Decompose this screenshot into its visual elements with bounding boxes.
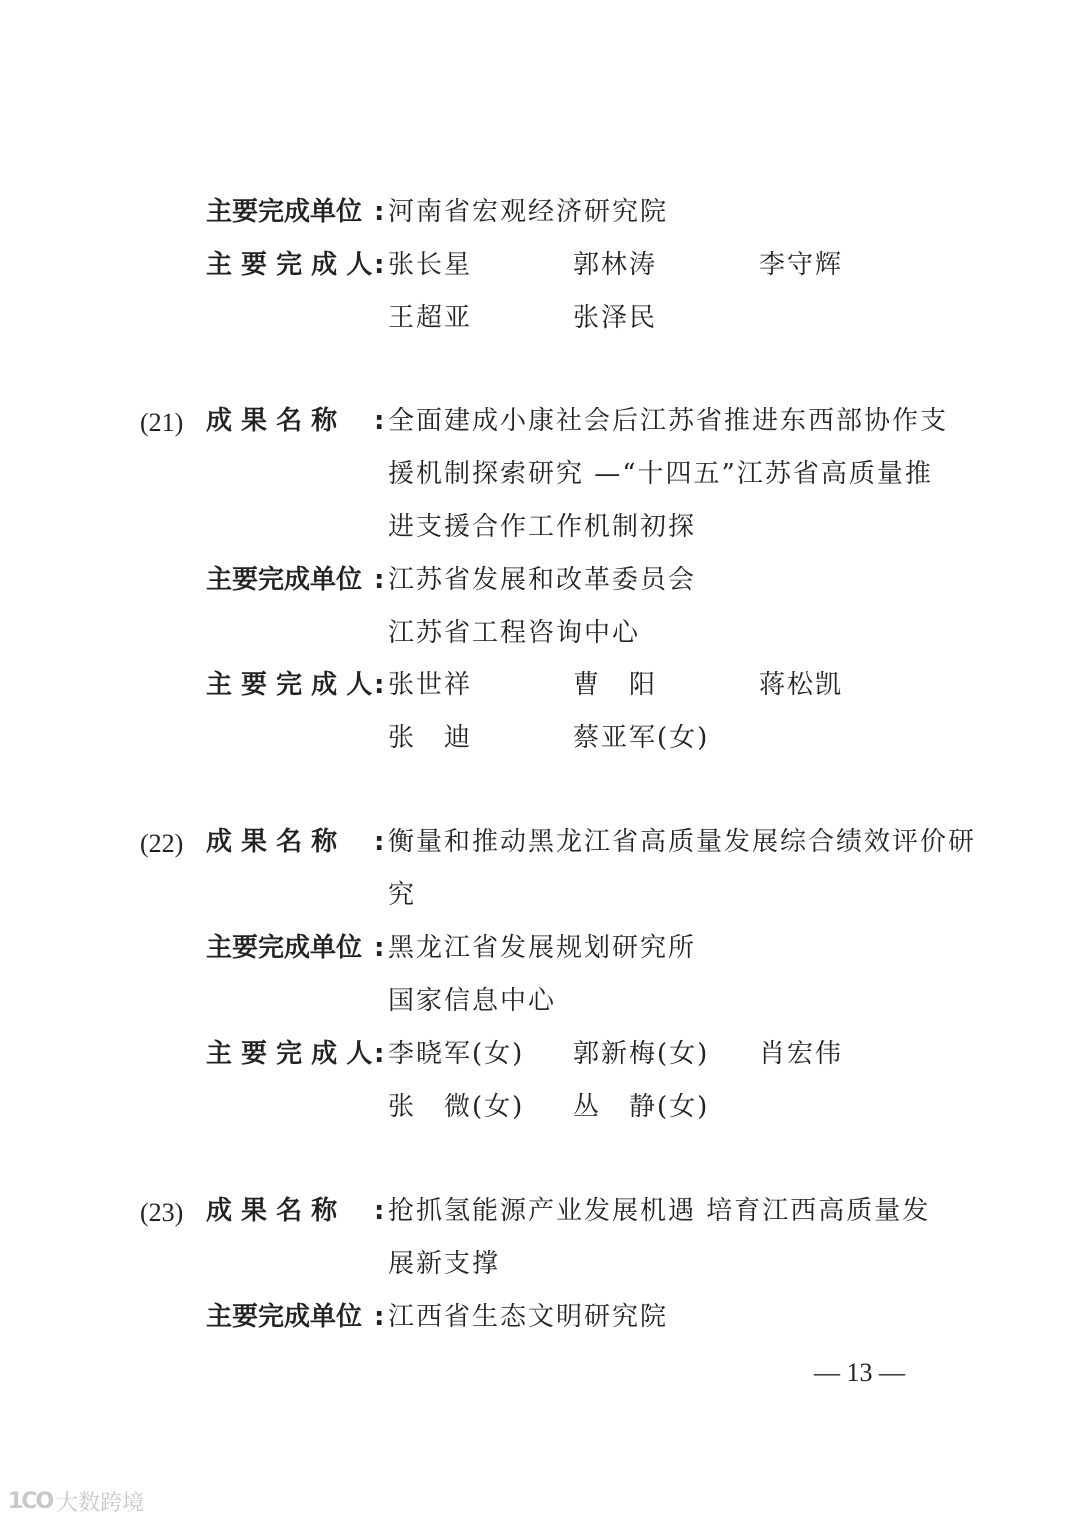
colon: : [374, 933, 385, 963]
person-name: 张世祥 [388, 670, 473, 700]
unit-value: 江苏省发展和改革委员会 [388, 565, 697, 595]
watermark-text: 大数跨境 [56, 1491, 145, 1516]
unit-value: 江苏省工程咨询中心 [388, 618, 641, 648]
item-number: (23) [140, 1198, 184, 1227]
unit-label: 主要完成单位 [206, 1302, 363, 1332]
unit-label: 主要完成单位 [206, 197, 363, 227]
colon: : [374, 197, 385, 227]
person-name: 蒋松凯 [759, 670, 844, 700]
name-value-line: 衡量和推动黑龙江省高质量发展综合绩效评价研 [388, 827, 977, 857]
person-label: 主 要 完 成 人 [206, 1039, 373, 1069]
person-name: 张 迪 [388, 723, 473, 753]
name-value-line: 抢抓氢能源产业发展机遇 培育江西高质量发 [388, 1196, 931, 1226]
unit-value: 国家信息中心 [388, 986, 557, 1016]
colon: : [374, 1039, 385, 1069]
unit-value: 黑龙江省发展规划研究所 [388, 933, 697, 963]
name-label: 成 果 名 称 [206, 827, 338, 857]
colon: : [374, 565, 385, 595]
person-name: 郭林涛 [573, 250, 658, 280]
person-name: 丛 静(女) [573, 1092, 710, 1122]
name-value-line: 展新支撑 [388, 1249, 501, 1279]
unit-value: 河南省宏观经济研究院 [388, 197, 669, 227]
unit-label: 主要完成单位 [206, 565, 363, 595]
name-value-line: 全面建成小康社会后江苏省推进东西部协作支 [388, 406, 949, 436]
watermark-logo-icon: 1CO [8, 1489, 53, 1514]
name-value-line: 援机制探索研究 —“十四五”江苏省高质量推 [388, 459, 933, 489]
person-name: 肖宏伟 [759, 1039, 844, 1069]
person-name: 郭新梅(女) [573, 1039, 710, 1069]
item-number: (21) [140, 408, 184, 437]
name-value-line: 究 [388, 880, 417, 910]
colon: : [374, 670, 385, 700]
person-name: 李晓军(女) [388, 1039, 525, 1069]
person-name: 李守辉 [759, 250, 844, 280]
name-value-line: 进支援合作工作机制初探 [388, 512, 697, 542]
unit-value: 江西省生态文明研究院 [388, 1302, 669, 1332]
person-name: 张泽民 [573, 303, 658, 333]
unit-label: 主要完成单位 [206, 933, 363, 963]
person-name: 王超亚 [388, 303, 473, 333]
name-label: 成 果 名 称 [206, 1196, 338, 1226]
person-name: 蔡亚军(女) [573, 723, 710, 753]
colon: : [374, 250, 385, 280]
person-name: 张长星 [388, 250, 473, 280]
page-number: — 13 — [814, 1358, 905, 1387]
person-label: 主 要 完 成 人 [206, 670, 373, 700]
watermark [8, 1486, 144, 1517]
person-label: 主 要 完 成 人 [206, 250, 373, 280]
item-number: (22) [140, 829, 184, 858]
colon: : [374, 1196, 385, 1226]
person-name: 曹 阳 [573, 670, 658, 700]
name-label: 成 果 名 称 [206, 406, 338, 436]
person-name: 张 微(女) [388, 1092, 525, 1122]
colon: : [374, 406, 385, 436]
colon: : [374, 827, 385, 857]
colon: : [374, 1302, 385, 1332]
